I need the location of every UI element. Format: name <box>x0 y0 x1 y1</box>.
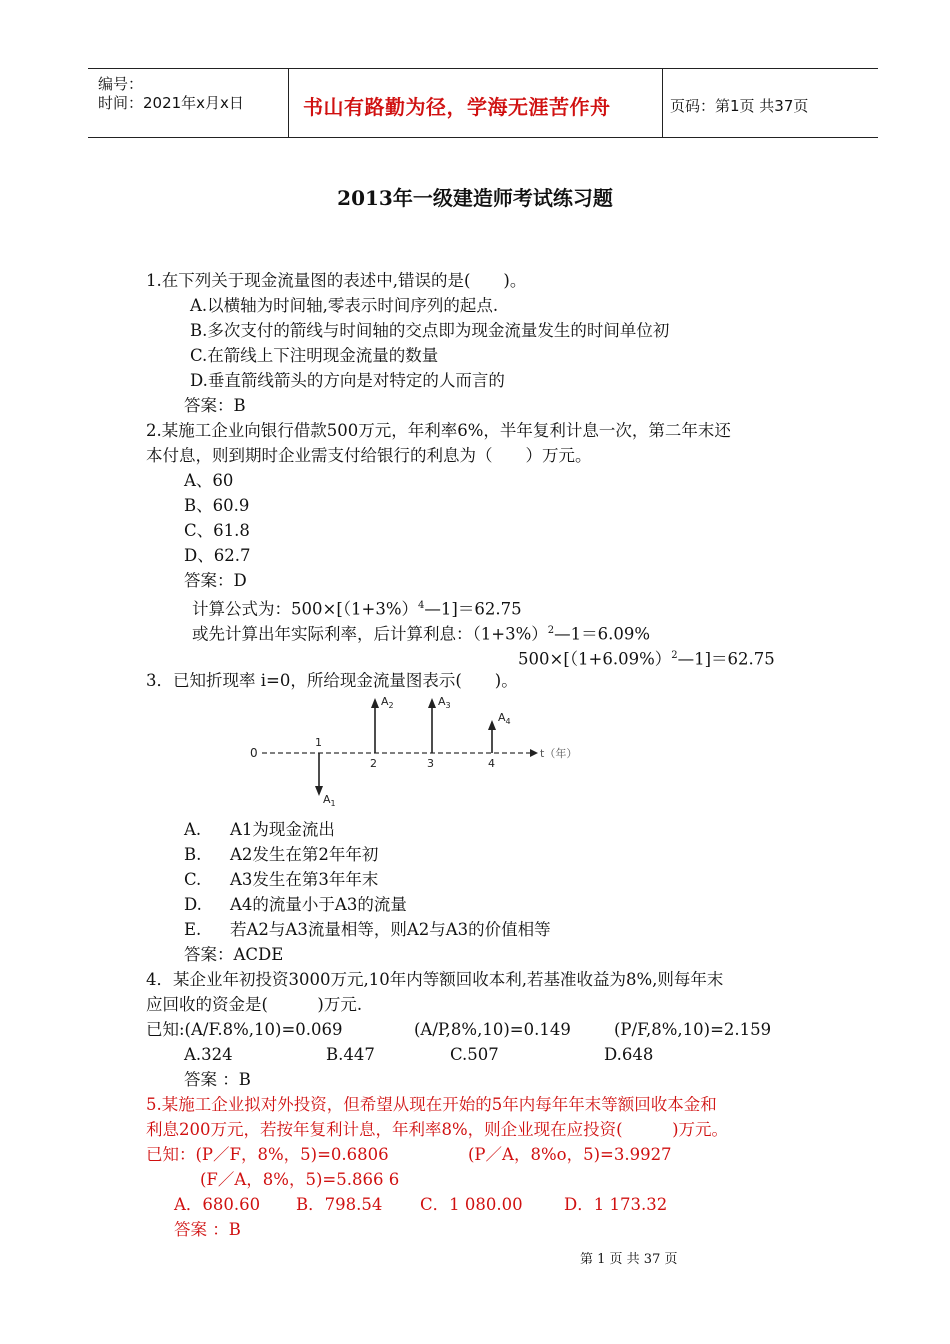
tick-label-2: 2 <box>370 757 377 770</box>
page-info: 页码：第1页 共37页 <box>670 97 809 115</box>
q4-option-b: B.447 <box>326 1045 375 1064</box>
q1-option-c: C.在箭线上下注明现金流量的数量 <box>190 346 439 365</box>
q1-stem: 1.在下列关于现金流量图的表述中,错误的是( )。 <box>146 271 527 290</box>
q2-formula-1: 计算公式为：$500\times[(1+3\%)^4—1]=62.75$ <box>192 599 522 619</box>
q1-option-d: D.垂直箭线箭头的方向是对特定的人而言的 <box>190 371 505 390</box>
page-footer: 第 1 页 共 37 页 <box>580 1252 678 1267</box>
q4-known-2: (A/P,8%,10)=0.149 <box>414 1020 571 1039</box>
q4-option-d: D.648 <box>604 1045 654 1064</box>
q4-option-a: A.324 <box>184 1045 233 1064</box>
tick-label-4: 4 <box>488 757 495 770</box>
q5-option-c: C．1 080.00 <box>420 1195 523 1214</box>
axis-time-label: t（年） <box>540 747 578 760</box>
q5-known-2: (P／A，8%o，5)=3.9927 <box>468 1145 672 1164</box>
q3-option-b: B. A2发生在第2年年初 <box>184 845 379 864</box>
q1-option-b: B.多次支付的箭线与时间轴的交点即为现金流量发生的时间单位初 <box>190 321 670 340</box>
q4-answer: 答案 ：B <box>184 1070 251 1089</box>
serial-label: 编号： <box>98 75 144 93</box>
q2-stem-line1: 2.某施工企业向银行借款500万元，年利率6%，半年复利计息一次，第二年末还 <box>146 421 731 440</box>
q3-option-e: E. 若A2与A3流量相等，则A2与A3的价值相等 <box>184 920 551 939</box>
axis-origin-label: 0 <box>250 746 258 760</box>
q5-answer: 答案 ：B <box>174 1220 241 1239</box>
q3-option-a: A. A1为现金流出 <box>184 820 335 839</box>
arrow-a1-head <box>315 786 323 796</box>
q5-stem-line2: 利息200万元，若按年复利计息，年利率8%，则企业现在应投资( )万元。 <box>146 1120 729 1139</box>
q4-stem-line2: 应回收的资金是( )万元. <box>146 995 363 1014</box>
q2-stem-line2: 本付息，则到期时企业需支付给银行的利息为（ ）万元。 <box>146 446 592 465</box>
time-label: 时间：2021年x月x日 <box>98 94 244 112</box>
q2-option-c: C、61.8 <box>184 521 250 540</box>
page-header <box>88 68 878 138</box>
q4-known-3: (P/F,8%,10)=2.159 <box>614 1020 772 1039</box>
header-divider <box>662 69 663 137</box>
arrow-a3-label: $A_3$ <box>438 695 451 710</box>
q5-stem-line1: 5.某施工企业拟对外投资，但希望从现在开始的5年内每年年末等额回收本金和 <box>146 1095 717 1114</box>
axis-arrowhead <box>530 749 538 757</box>
q5-option-b: B．798.54 <box>296 1195 383 1214</box>
cash-flow-diagram <box>240 690 590 815</box>
header-motto: 书山有路勤为径，学海无涯苦作舟 <box>303 95 611 119</box>
arrow-a2-head <box>371 698 379 708</box>
q2-option-b: B、60.9 <box>184 496 250 515</box>
q4-known-1: 已知:(A/F.8%,10)=0.069 <box>146 1020 343 1039</box>
q2-answer: 答案：D <box>184 571 247 590</box>
arrow-a1-label: $A_1$ <box>323 793 336 808</box>
q5-option-a: A．680.60 <box>174 1195 261 1214</box>
q1-option-a: A.以横轴为时间轴,零表示时间序列的起点. <box>190 296 499 315</box>
q2-option-d: D、62.7 <box>184 546 251 565</box>
q3-answer: 答案：ACDE <box>184 945 284 964</box>
q5-option-d: D．1 173.32 <box>564 1195 668 1214</box>
arrow-a4-label: $A_4$ <box>498 711 511 726</box>
q4-stem-line1: 4．某企业年初投资3000万元,10年内等额回收本利,若基准收益为8%,则每年末 <box>146 970 724 989</box>
q3-option-d: D. A4的流量小于A3的流量 <box>184 895 407 914</box>
arrow-a4-head <box>488 720 496 730</box>
q5-known-3: (F／A，8%，5)=5.866 6 <box>200 1170 400 1189</box>
q3-option-c: C. A3发生在第3年年末 <box>184 870 379 889</box>
q2-option-a: A、60 <box>184 471 234 490</box>
q4-option-c: C.507 <box>450 1045 499 1064</box>
document-title: 2013年一级建造师考试练习题 <box>337 186 613 210</box>
header-divider <box>288 69 289 137</box>
tick-label-1: 1 <box>315 736 322 749</box>
q2-formula-2: 或先计算出年实际利率，后计算利息：$(1+3\%)^2—1=6.09\%$ <box>192 624 651 644</box>
q1-answer: 答案：B <box>184 396 246 415</box>
tick-label-3: 3 <box>427 757 434 770</box>
q2-formula-3: $500\times[(1+6.09\%)^2—1]=62.75$ <box>518 649 775 669</box>
arrow-a3-head <box>428 698 436 708</box>
q5-known-1: 已知：(P／F，8%，5)=0.6806 <box>146 1145 389 1164</box>
arrow-a2-label: $A_2$ <box>381 695 394 710</box>
q3-stem: 3．已知折现率 i=0，所给现金流量图表示( )。 <box>146 671 518 690</box>
